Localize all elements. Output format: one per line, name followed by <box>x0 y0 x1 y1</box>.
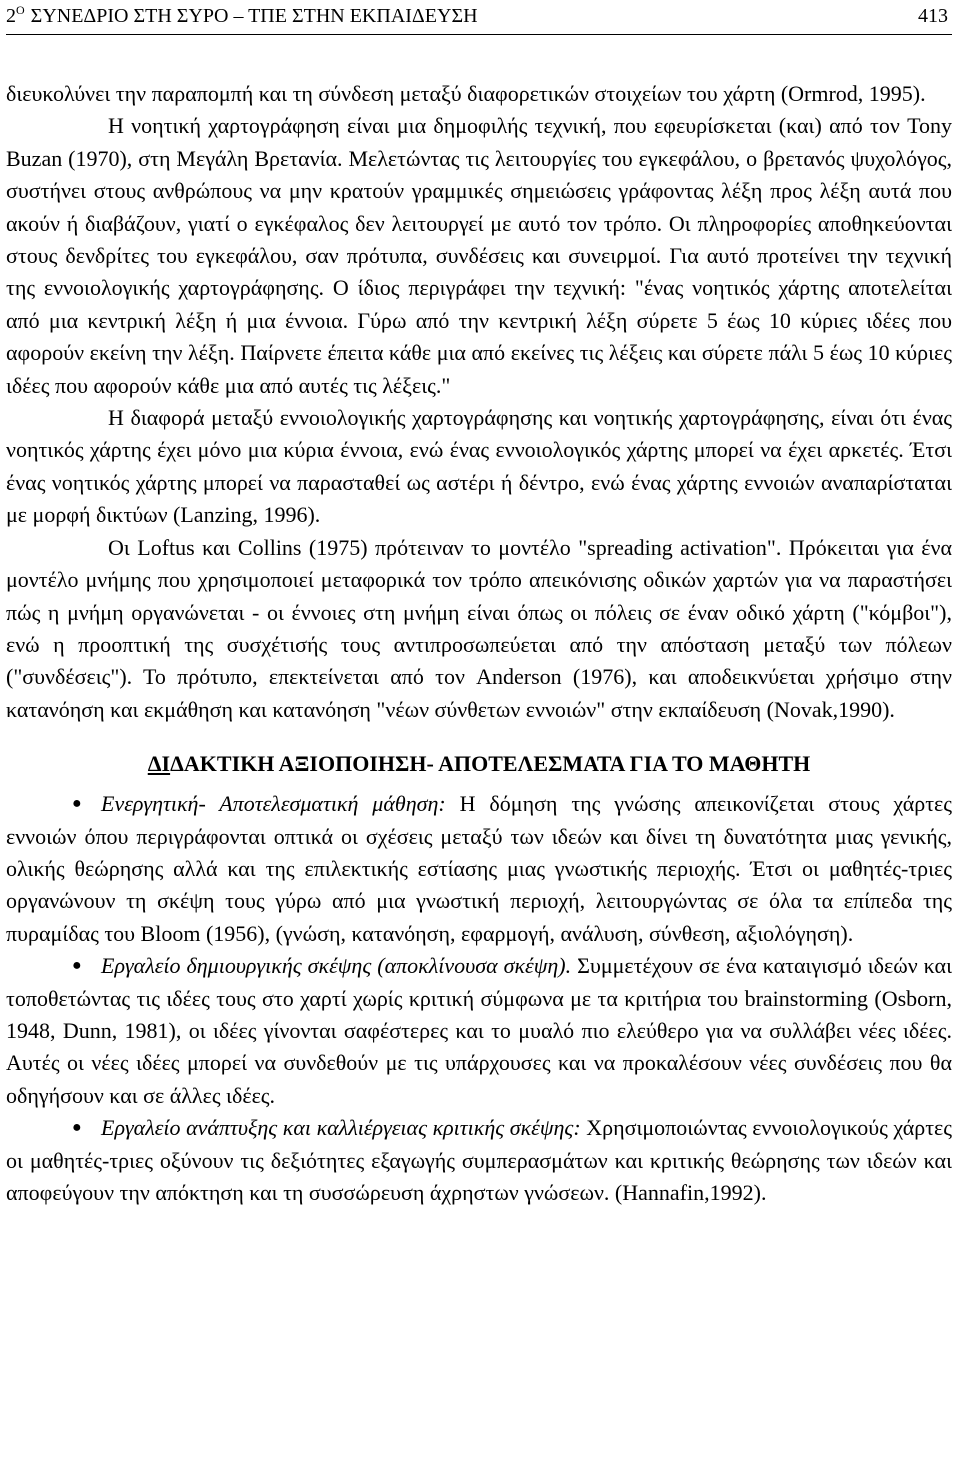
bullet-text: Η δόμηση της γνώσης απεικονίζεται στους χάρτες εννοιών όπου περιγράφονται οπτικά οι σχέσεις μεταξύ των ιδεών και δίνει τη δυνατότητα μιας γενικής, ολικής θεώρησης αλλά και της επιλεκτικής εστίασης μιας γνωστικής περιοχής. Έτσι οι μαθητές-τριες οργανώνουν τη σκέψη τους γύρω από μια γνωστική περιοχή, λειτουργώντας σε όλα τα επίπεδα της πυραμίδας του Bloom (1956), (γνώση, κατανόηση, εφαρμογή, ανάλυση, σύνθεση, αξιολόγηση). <box>6 791 953 946</box>
bullet-lead: Εργαλείο ανάπτυξης και καλλιέργειας κριτικής σκέψης: <box>101 1115 581 1141</box>
paragraph-4: Οι Loftus και Collins (1975) πρότειναν το μοντέλο "spreading activation". Πρόκειται για ένα μοντέλο μνήμης που χρησιμοποιεί μεταφορικά τον τρόπο απεικόνισης οδικών χαρτών για να παραστήσει πώς η μνήμη οργανώνεται - οι έννοιες στη μνήμη είναι όπως οι πόλεις σε έναν οδικό χάρτη ("κόμβοι"), ενώ η προοπτική της συσχέτισής τους αντιπροσωπεύεται από την απόσταση μεταξύ των πόλεων ("συνδέσεις"). Το πρότυπο, επεκτείνεται από τον Anderson (1976), και αποδεικνύεται χρήσιμο στην κατανόηση και εκμάθηση και κατανόηση "νέων σύνθετων εννοιών" στην εκπαίδευση (Novak,1990). <box>6 534 952 722</box>
list-item <box>6 788 952 950</box>
page-header <box>6 2 952 35</box>
conference-title <box>6 5 478 28</box>
page-body <box>6 78 952 1209</box>
conference-name: ΣΥΝΕΔΡΙΟ ΣΤΗ ΣΥΡΟ – ΤΠΕ ΣΤΗΝ ΕΚΠΑΙΔΕΥΣΗ <box>30 5 478 27</box>
section-heading-underlined: ΔΙ <box>147 751 171 777</box>
bullet-icon: ● <box>72 1119 82 1137</box>
page-number: 413 <box>918 5 948 27</box>
conference-number-superscript: Ο <box>16 3 25 17</box>
section-heading <box>6 748 952 780</box>
bullet-text: Συμμετέχουν σε ένα καταιγισμό ιδεών και τοποθετώντας τις ιδέες τους στο χαρτί χωρίς κριτική σύμφωνα με τα κριτήρια του brainstorming (Osborn, 1948, Dunn, 1981), οι ιδέες γίνονται σαφέστερες και το μυαλό πιο ελεύθερο για να συλλάβει νέες ιδέες. Αυτές οι νέες ιδέες μπορεί να συνδεθούν με τις υπάρχουσες και να προκαλέσουν νέες συνδέσεις που θα οδηγήσουν και σε άλλες ιδέες. <box>6 953 952 1108</box>
paragraph-2: Η νοητική χαρτογράφηση είναι μια δημοφιλής τεχνική, που εφευρίσκεται (και) από τον Tony Buzan (1970), στη Μεγάλη Βρετανία. Μελετώντας τις λειτουργίες του εγκεφάλου, ο βρετανός ψυχολόγος, συστήνει στους ανθρώπους να μην κρατούν γραμμικές σημειώσεις γράφοντας λέξη προς λέξη αυτά που ακούν ή διαβάζουν, γιατί ο εγκέφαλος δεν λειτουργεί με αυτό τον τρόπο. Οι πληροφορίες αποθηκεύονται στους δενδρίτες του εγκεφάλου, σαν πρότυπα, συνδέσεις και συνειρμοί. Για αυτό προτείνει την τεχνική της εννοιολογικής χαρτογράφησης. Ο ίδιος περιγράφει την τεχνική: "ένας νοητικός χάρτης αποτελείται από μια κεντρική λέξη ή μια έννοια. Γύρω από την κεντρική λέξη σύρετε 5 έως 10 κύριες ιδέες που αφορούν εκείνη την λέξη. Παίρνετε έπειτα κάθε μια από εκείνες τις λέξεις και σύρετε πάλι 5 έως 10 κύριες ιδέες που αφορούν κάθε μια από αυτές τις λέξεις." <box>6 113 952 398</box>
bullet-lead: Ενεργητική- Αποτελεσματική μάθηση: <box>101 791 446 817</box>
bullet-list <box>6 788 952 1209</box>
list-item <box>6 950 952 1112</box>
paragraph-1: διευκολύνει την παραπομπή και τη σύνδεση μεταξύ διαφορετικών στοιχείων του χάρτη (Ormrod, 1995). <box>6 81 926 106</box>
bullet-icon: ● <box>72 957 82 975</box>
conference-number: 2 <box>6 5 16 27</box>
bullet-icon: ● <box>72 795 82 813</box>
bullet-text: Χρησιμοποιώντας εννοιολογικούς χάρτες οι μαθητές-τριες οξύνουν τις δεξιότητες εξαγωγής συμπερασμάτων και κριτικής θεώρησης των ιδεών και αποφεύγουν την απόκτηση και τη συσσώρευση άχρηστων γνώσεων. (Hannafin,1992). <box>6 1115 952 1205</box>
section-heading-text: ΔΑΚΤΙΚΗ ΑΞΙΟΠΟΙΗΣΗ- ΑΠΟΤΕΛΕΣΜΑΤΑ ΓΙΑ ΤΟ ΜΑΘΗΤΗ <box>170 751 811 777</box>
list-item <box>6 1112 952 1209</box>
bullet-lead: Εργαλείο δημιουργικής σκέψης (αποκλίνουσα σκέψη). <box>101 953 572 979</box>
paragraph-3: Η διαφορά μεταξύ εννοιολογικής χαρτογράφησης και νοητικής χαρτογράφησης, είναι ότι ένας νοητικός χάρτης έχει μόνο μια κύρια έννοια, ενώ ένας εννοιολογικός χάρτης μπορεί να έχει αρκετές. Έτσι ένας νοητικός χάρτης μπορεί να παρασταθεί ως αστέρι ή δέντρο, ενώ ένας χάρτης εννοιών αναπαρίσταται με μορφή δικτύων (Lanzing, 1996). <box>6 405 952 528</box>
